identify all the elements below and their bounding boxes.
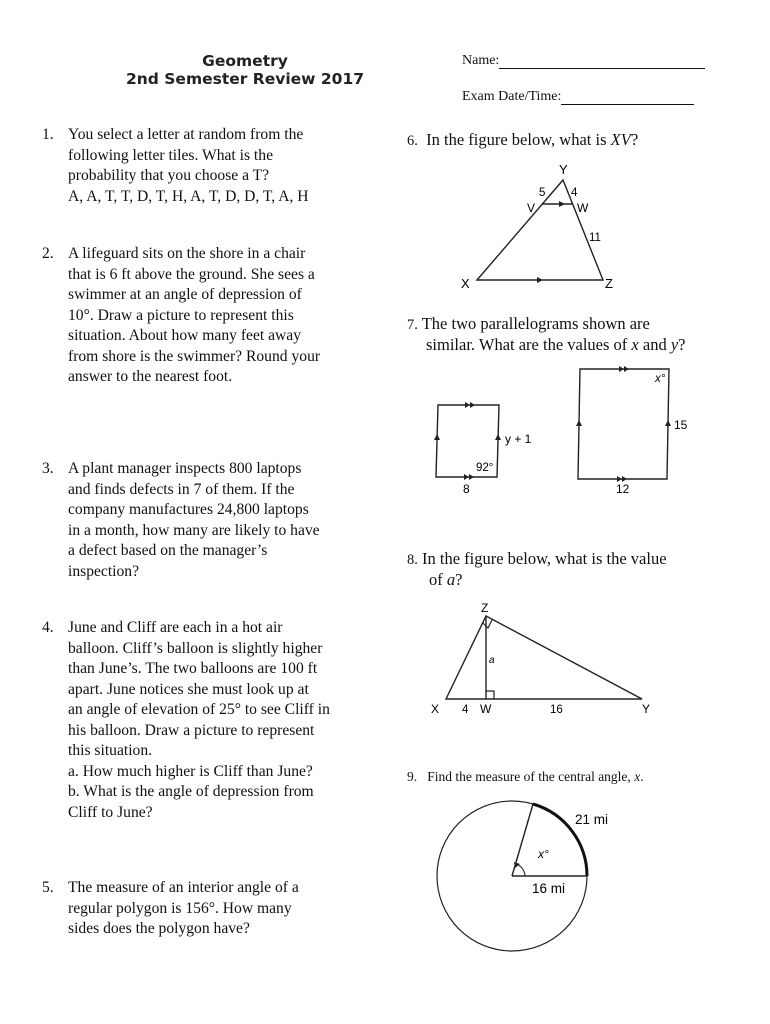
right-triangle-xyz-figure — [425, 598, 665, 718]
question-text-line: in a month, how many are likely to have — [68, 521, 320, 539]
question-text: Find the measure of the central angle, — [427, 769, 635, 784]
title-line-1: Geometry — [202, 52, 288, 70]
arrow-mark — [665, 420, 671, 426]
label-x-degrees: x° — [655, 373, 666, 385]
question-number: 1. — [42, 126, 54, 143]
question-variable: x — [634, 769, 641, 784]
label-15: 15 — [674, 418, 688, 432]
question-5 — [42, 878, 372, 940]
question-text: In the figure below, what is the value — [422, 549, 667, 568]
question-number: 8. — [407, 552, 418, 568]
length-xw: 4 — [462, 704, 469, 716]
parallel-arrow-xz — [537, 277, 543, 283]
label-y-plus-1: y + 1 — [505, 432, 532, 446]
question-text-line: a defect based on the manager’s — [68, 542, 268, 559]
question-text: ? — [455, 570, 463, 589]
similar-parallelograms-figure — [425, 362, 705, 497]
question-text-line: Cliff to June? — [68, 803, 153, 821]
arrow-mark — [470, 402, 475, 408]
question-variable: a — [446, 570, 456, 589]
label-a: a — [489, 655, 495, 666]
question-text-line: June and Cliff are each in a hot air — [68, 619, 283, 636]
question-8 — [407, 549, 667, 590]
question-text-line: The measure of an interior angle of a — [68, 879, 299, 896]
question-2 — [42, 244, 372, 388]
length-wy: 16 — [550, 704, 563, 716]
exam-date-blank[interactable] — [561, 89, 694, 105]
label-Y: Y — [559, 162, 568, 177]
question-number: 3. — [42, 460, 54, 477]
question-text: The two parallelograms shown are — [421, 314, 650, 333]
length-wz: 11 — [589, 232, 601, 244]
question-text-line: swimmer at an angle of depression of — [68, 286, 302, 303]
arrow-mark — [495, 434, 501, 440]
length-yv: 5 — [539, 187, 546, 199]
question-text: similar. What are the values of — [426, 335, 632, 354]
document-title — [100, 52, 390, 88]
arrow-mark — [624, 366, 629, 372]
question-text-line: A lifeguard sits on the shore in a chair — [68, 245, 306, 262]
label-V: V — [527, 201, 536, 215]
question-text-line: You select a letter at random from the — [68, 126, 304, 143]
question-text-line: situation. About how many feet away — [68, 327, 301, 344]
question-number: 7. — [407, 317, 418, 333]
question-9 — [407, 769, 644, 785]
name-label: Name: — [462, 53, 500, 68]
question-text-line: answer to the nearest foot. — [68, 368, 233, 385]
triangle-xyz-figure — [455, 160, 630, 295]
question-variable: y — [670, 335, 679, 354]
right-angle-mark-z — [483, 620, 492, 628]
question-text-line: sides does the polygon have? — [68, 920, 250, 937]
title-line-2: 2nd Semester Review 2017 — [125, 70, 365, 88]
triangle-xyz — [446, 616, 642, 699]
question-1 — [42, 125, 372, 207]
question-text: and — [638, 335, 671, 354]
question-text-line: that is 6 ft above the ground. She sees a — [68, 265, 315, 283]
length-yw: 4 — [571, 187, 578, 199]
name-blank[interactable] — [499, 53, 705, 69]
label-12: 12 — [616, 482, 630, 496]
question-text-line: apart. June notices she must look up at — [68, 680, 309, 698]
question-text-line: regular polygon is 156°. How many — [68, 899, 292, 917]
arrow-mark — [576, 420, 582, 426]
question-text-line: A plant manager inspects 800 laptops — [68, 460, 302, 477]
exam-date-label: Exam Date/Time: — [462, 89, 562, 104]
arrow-mark — [619, 366, 624, 372]
arrow-mark — [469, 474, 474, 480]
label-angle-x: x° — [538, 847, 549, 861]
label-arc-length: 21 mi — [575, 812, 609, 827]
question-text-line: than June’s. The two balloons are 100 ft — [68, 660, 318, 677]
circle-central-angle-figure — [425, 790, 645, 960]
question-3 — [42, 459, 372, 582]
question-text-line: 10°. Draw a picture to represent this — [68, 306, 294, 324]
label-X: X — [461, 276, 470, 291]
question-text: of — [429, 570, 447, 589]
label-W: W — [480, 702, 492, 716]
label-8: 8 — [463, 482, 470, 496]
question-text: ? — [678, 335, 686, 354]
label-X: X — [431, 702, 440, 716]
question-text-line: an angle of elevation of 25° to see Cliff in — [68, 701, 330, 718]
parallel-arrow-vw — [559, 201, 565, 207]
question-text-line: balloon. Cliff’s balloon is slightly higher — [68, 639, 323, 657]
label-Z: Z — [605, 276, 613, 291]
question-number: 4. — [42, 619, 54, 636]
exam-date-field[interactable] — [462, 89, 694, 105]
question-7 — [407, 314, 685, 355]
large-parallelogram — [578, 369, 669, 479]
question-text-line: probability that you choose a T? — [68, 167, 270, 184]
label-W: W — [577, 201, 589, 215]
label-Z: Z — [481, 601, 489, 615]
question-text-line: b. What is the angle of depression from — [68, 783, 314, 800]
question-text-line: company manufactures 24,800 laptops — [68, 501, 309, 518]
label-radius: 16 mi — [532, 881, 566, 896]
question-number: 9. — [407, 769, 418, 784]
question-text-line: following letter tiles. What is the — [68, 146, 273, 164]
right-angle-mark-w — [486, 691, 494, 699]
question-text-line: from shore is the swimmer? Round your — [68, 347, 321, 365]
question-text-line: a. How much higher is Cliff than June? — [68, 762, 313, 780]
question-number: 5. — [42, 879, 54, 896]
question-variable: XV — [610, 130, 631, 149]
question-text-line: his balloon. Draw a picture to represent — [68, 721, 315, 739]
question-text-line: and finds defects in 7 of them. If the — [68, 480, 295, 498]
question-number: 6. — [407, 133, 418, 149]
question-4 — [42, 618, 372, 823]
question-text: . — [640, 769, 644, 784]
question-text-line: this situation. — [68, 742, 153, 759]
question-text: ? — [630, 130, 639, 149]
label-Y: Y — [642, 702, 651, 716]
label-92-degrees: 92° — [476, 462, 494, 474]
arrow-mark — [465, 402, 470, 408]
question-number: 2. — [42, 245, 54, 262]
name-field[interactable] — [462, 53, 705, 69]
question-text-line: A, A, T, T, D, T, H, A, T, D, D, T, A, H — [68, 187, 309, 205]
arrow-mark — [464, 474, 469, 480]
question-text-line: inspection? — [68, 562, 140, 580]
question-6 — [407, 130, 638, 151]
question-text: In the figure below, what is — [426, 130, 611, 149]
arrow-mark — [434, 434, 440, 440]
question-variable: x — [631, 335, 639, 354]
